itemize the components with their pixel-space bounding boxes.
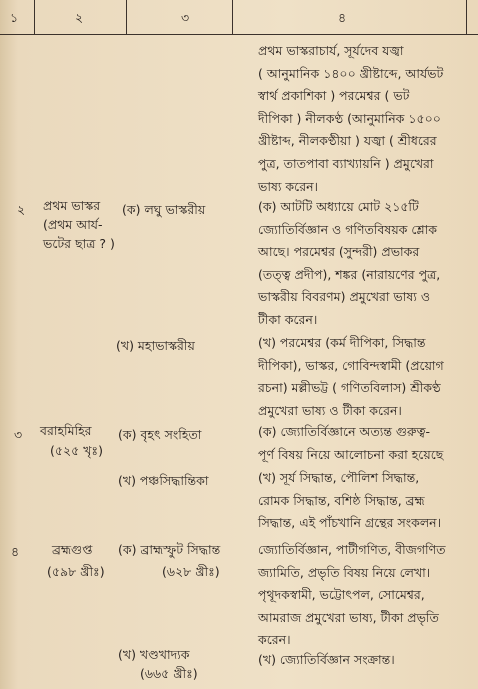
text-line: করেন। <box>258 632 291 648</box>
work-description <box>258 467 441 535</box>
work-title-cell <box>118 539 220 583</box>
work-description <box>258 649 395 672</box>
header-col-3: ৩ <box>181 10 190 25</box>
row-number: ২ <box>17 202 26 217</box>
text-line: ( আনুমানিক ১৪০০ খ্রীষ্টাব্দে, আর্যভট <box>258 65 444 81</box>
text-line: জ্যোতির্বিজ্ঞান, পাটীগণিত, বীজগণিত <box>258 542 446 557</box>
work-title: (ক) ব্রাহ্মস্ফুট সিদ্ধান্ত <box>118 542 221 557</box>
work-title: (ক) লঘু ভাস্করীয় <box>122 202 206 217</box>
text-line: (খ) জ্যোতির্বিজ্ঞান সংক্রান্ত। <box>258 652 395 667</box>
row-number: ৩ <box>14 427 23 442</box>
text-line: ভাষ্য করেন। <box>258 178 319 194</box>
text-line: জ্যামিতি, প্রভৃতি বিষয় নিয়ে লেখা। <box>258 564 431 580</box>
column-divider <box>126 0 127 35</box>
text-line: (খ) সূর্য সিদ্ধান্ত, পৌলিশ সিদ্ধান্ত, <box>258 470 420 485</box>
text-line: ভাস্করীয় বিবরণম) প্রমুখেরা ভাষ্য ও <box>258 289 431 305</box>
text-line: জ্যোতির্বিজ্ঞান ও গণিতবিষয়ক শ্লোক <box>258 221 438 237</box>
text-line: টীকা করেন। <box>258 311 318 327</box>
text-line: পুত্র, তাতপাবা ব্যাখ্যায়নি ) প্রমুখেরা <box>258 155 434 171</box>
row-number: ৪ <box>11 544 20 559</box>
work-date: (৬২৮ খ্রীঃ) <box>162 564 220 579</box>
header-col-2: ২ <box>75 10 84 25</box>
text-line: আছে। পরমেশ্বর (সুন্দরী) প্রভাকর <box>258 244 420 260</box>
author-cell <box>40 421 103 461</box>
text-line: খ্রীষ্টাব্দ, নীলকণ্ঠীয়া ) যজ্বা ( শ্রীধরের <box>258 133 437 149</box>
text-line: প্রমুখেরা ভাষ্য ও টীকা করেন। <box>258 402 402 418</box>
text-line: স্বার্থ প্রকাশিকা ) পরমেশ্বর ( ভট <box>258 88 410 104</box>
text-line: দীপিকা ) নীলকণ্ঠ (আনুমানিক ১৫০০ <box>258 110 441 126</box>
work-title: (খ) খণ্ডখাদ্যক <box>118 647 190 662</box>
text-line: পূর্ণ বিষয় নিয়ে আলোচনা করা হয়েছে <box>258 446 444 462</box>
work-description <box>258 196 440 332</box>
work-title: (খ) পঞ্চসিদ্ধান্তিকা <box>118 473 209 488</box>
text-line: (তত্ত্ব প্রদীপ), শঙ্কর (নারায়ণের পুত্র, <box>258 266 441 282</box>
text-line: দীপিকা), ভাস্কর, গোবিন্দস্বামী (প্রয়োগ <box>258 357 444 373</box>
work-description <box>258 539 446 652</box>
author-cell <box>43 196 115 253</box>
author-note: (প্রথম আর্য- <box>43 217 103 232</box>
text-line: রচনা) মল্লীভট্ট ( গণিতবিলাস) শ্রীকণ্ঠ <box>258 380 441 396</box>
text-line: সিদ্ধান্ত, এই পাঁচখানি গ্রন্থের সংকলন। <box>258 515 442 531</box>
text-line: আমরাজ প্রমুখেরা ভাষ্য, টীকা প্রভৃতি <box>258 609 439 625</box>
text-line: প্রথম ভাস্করাচার্য, সূর্যদেব যজ্বা <box>258 43 404 58</box>
text-line: রোমক সিদ্ধান্ত, বশিষ্ঠ সিদ্ধান্ত, ব্রহ্ম <box>258 492 425 508</box>
column-divider <box>466 0 467 35</box>
intro-paragraph <box>258 40 443 198</box>
author-note: ভটের ছাত্র ? ) <box>43 236 115 251</box>
header-col-4: ৪ <box>338 10 347 25</box>
author-name: প্রথম ভাস্কর <box>43 198 101 213</box>
author-date: (৫২৫ খৃঃ) <box>50 443 103 458</box>
text-line: পৃথূদকস্বামী, ভট্টোৎপল, সোমেশ্বর, <box>258 587 425 603</box>
work-title-cell <box>118 645 198 683</box>
author-date: (৫৯৮ খ্রীঃ) <box>47 564 105 579</box>
author-name: ব্রহ্মগুপ্ত <box>52 542 93 557</box>
author-name: বরাহমিহির <box>40 423 92 438</box>
text-line: (ক) জ্যোতির্বিজ্ঞানে অত্যন্ত গুরুত্ব- <box>258 424 431 439</box>
work-date: (৬৬৫ খ্রীঃ) <box>140 666 198 681</box>
work-title: (ক) বৃহৎ সংহিতা <box>118 427 202 442</box>
work-title: (খ) মহাভাস্করীয় <box>116 338 195 353</box>
work-description <box>258 332 444 422</box>
author-cell <box>40 539 105 583</box>
column-divider <box>34 0 35 35</box>
text-line: (খ) পরমেশ্বর (কর্ম দীপিকা, সিদ্ধান্ত <box>258 335 426 350</box>
text-line: (ক) আটটি অধ্যায়ে মোট ২১৫টি <box>258 199 419 214</box>
work-description <box>258 421 443 466</box>
column-divider <box>232 0 233 35</box>
header-col-1: ১ <box>10 10 19 25</box>
header-rule <box>0 34 478 35</box>
